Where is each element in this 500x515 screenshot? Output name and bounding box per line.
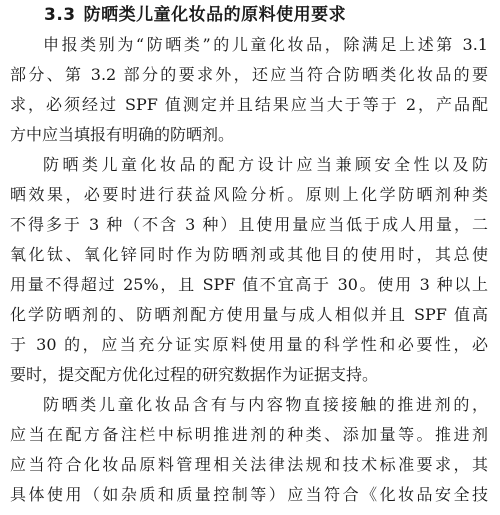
- paragraph-line: 防晒类儿童化妆品的配方设计应当兼顾安全性以及防: [43, 155, 488, 174]
- paragraph-line: 应当符合化妆品原料管理相关法律法规和技术标准要求，其: [10, 455, 488, 474]
- paragraph-line: 求，必须经过 SPF 值测定并且结果应当大于等于 2，产品配: [10, 95, 488, 114]
- section-title: 防晒类儿童化妆品的原料使用要求: [83, 5, 347, 25]
- paragraph-line: 要时，提交配方优化过程的研究数据作为证据支持。: [10, 365, 379, 384]
- paragraph-line: 防晒类儿童化妆品含有与内容物直接接触的推进剂的，: [43, 395, 488, 414]
- paragraph-line: 用量不得超过 25%，且 SPF 值不宜高于 30。使用 3 种以上: [10, 275, 488, 294]
- paragraph-line: 化学防晒剂的、防晒剂配方使用量与成人相似并且 SPF 值高: [10, 305, 488, 324]
- paragraph-sunscreen-category: [10, 30, 488, 150]
- paragraph-formula-design: [10, 150, 488, 390]
- paragraph-line: 晒效果，必要时进行获益风险分析。原则上化学防晒剂种类: [10, 185, 488, 204]
- document-page: [10, 0, 488, 510]
- paragraph-line: 部分、第 3.2 部分的要求外，还应当符合防晒类化妆品的要: [10, 65, 488, 84]
- paragraph-line: 申报类别为“防晒类”的儿童化妆品，除满足上述第 3.1: [43, 35, 488, 54]
- paragraph-propellant: [10, 390, 488, 510]
- paragraph-line: 具体使用（如杂质和质量控制等）应当符合《化妆品安全技: [10, 485, 488, 504]
- paragraph-line: 不得多于 3 种（不含 3 种）且使用量应当低于成人用量，二: [10, 215, 488, 234]
- paragraph-line: 于 30 的，应当充分证实原料使用量的科学性和必要性，必: [10, 335, 488, 354]
- section-number: 3.3: [44, 5, 76, 25]
- paragraph-line: 方中应当填报有明确的防晒剂。: [10, 125, 235, 144]
- section-heading: [10, 4, 488, 26]
- paragraph-line: 氧化钛、氧化锌同时作为防晒剂或其他目的使用时，其总使: [10, 245, 488, 264]
- paragraph-line: 应当在配方备注栏中标明推进剂的种类、添加量等。推进剂: [10, 425, 488, 444]
